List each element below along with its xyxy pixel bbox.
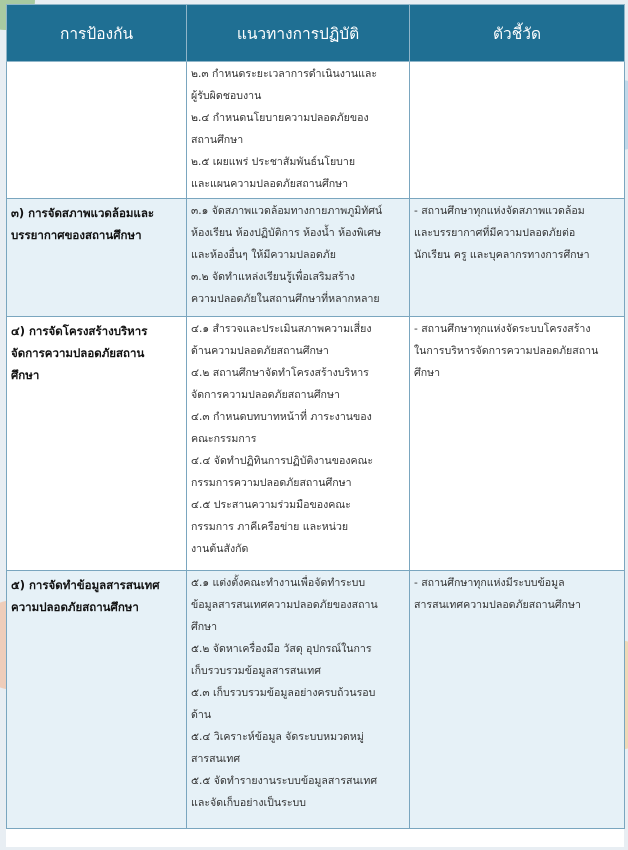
guideline-line: ข้อมูลสารสนเทศความปลอดภัยของสถาน bbox=[191, 599, 378, 611]
guideline-line: สารสนเทศ bbox=[191, 753, 241, 765]
topic-line: ๓) การจัดสภาพแวดล้อมและ bbox=[11, 206, 155, 220]
guideline-line: ๔.๑ สำรวจและประเมินสภาพความเสี่ยง bbox=[191, 323, 372, 335]
header-indicators: ตัวชี้วัด bbox=[410, 5, 625, 62]
header-guidelines: แนวทางการปฏิบัติ bbox=[187, 5, 410, 62]
guideline-line: ด้าน bbox=[191, 709, 212, 721]
guideline-line: ๒.๓ กำหนดระยะเวลาการดำเนินงานและ bbox=[191, 68, 378, 80]
table-row bbox=[7, 317, 625, 571]
guideline-line: ๔.๔ จัดทำปฏิทินการปฏิบัติงานของคณะ bbox=[191, 455, 374, 467]
guidelines-cell bbox=[187, 317, 410, 571]
indicator-line: - สถานศึกษาทุกแห่งมีระบบข้อมูล bbox=[414, 577, 565, 589]
guideline-line: ผู้รับผิดชอบงาน bbox=[191, 90, 262, 102]
indicators-cell bbox=[410, 571, 625, 829]
topic-cell bbox=[7, 317, 187, 571]
guideline-line: ๔.๕ ประสานความร่วมมือของคณะ bbox=[191, 499, 351, 511]
topic-cell bbox=[7, 571, 187, 829]
topic-line: บรรยากาศของสถานศึกษา bbox=[11, 228, 142, 242]
guideline-line: กรรมการความปลอดภัยสถานศึกษา bbox=[191, 477, 352, 489]
topic-line: ๔) การจัดโครงสร้างบริหาร bbox=[11, 324, 148, 338]
guideline-line: ๓.๑ จัดสภาพแวดล้อมทางกายภาพภูมิทัศน์ bbox=[191, 205, 383, 217]
topic-line: จัดการความปลอดภัยสถาน bbox=[11, 346, 145, 360]
guideline-line: ๔.๒ สถานศึกษาจัดทำโครงสร้างบริหาร bbox=[191, 367, 369, 379]
guideline-line: ๕.๕ จัดทำรายงานระบบข้อมูลสารสนเทศ bbox=[191, 775, 378, 787]
guideline-line: ด้านความปลอดภัยสถานศึกษา bbox=[191, 345, 329, 357]
indicator-line: ในการบริหารจัดการความปลอดภัยสถาน bbox=[414, 345, 599, 357]
topic-cell bbox=[7, 199, 187, 317]
document-page bbox=[6, 4, 624, 847]
guidelines-cell bbox=[187, 571, 410, 829]
indicator-line: สารสนเทศความปลอดภัยสถานศึกษา bbox=[414, 599, 581, 611]
table-header-row bbox=[7, 5, 625, 62]
guideline-line: ๕.๓ เก็บรวบรวมข้อมูลอย่างครบถ้วนรอบ bbox=[191, 687, 376, 699]
guideline-line: ๒.๔ กำหนดนโยบายความปลอดภัยของ bbox=[191, 112, 369, 124]
guideline-line: และแผนความปลอดภัยสถานศึกษา bbox=[191, 178, 349, 190]
guideline-line: ๕.๑ แต่งตั้งคณะทำงานเพื่อจัดทำระบบ bbox=[191, 577, 366, 589]
indicator-line: - สถานศึกษาทุกแห่งจัดระบบโครงสร้าง bbox=[414, 323, 591, 335]
indicators-cell bbox=[410, 199, 625, 317]
topic-cell bbox=[7, 62, 187, 199]
guideline-line: เก็บรวบรวมข้อมูลสารสนเทศ bbox=[191, 665, 321, 677]
guideline-line: และจัดเก็บอย่างเป็นระบบ bbox=[191, 797, 306, 809]
safety-measures-table bbox=[6, 4, 625, 829]
guidelines-cell bbox=[187, 62, 410, 199]
guideline-line: กรรมการ ภาคีเครือข่าย และหน่วย bbox=[191, 521, 349, 533]
guideline-line: ๕.๒ จัดหาเครื่องมือ วัสดุ อุปกรณ์ในการ bbox=[191, 643, 372, 655]
guideline-line: ความปลอดภัยในสถานศึกษาที่หลากหลาย bbox=[191, 293, 380, 305]
table-row bbox=[7, 62, 625, 199]
guideline-line: และห้องอื่นๆ ให้มีความปลอดภัย bbox=[191, 249, 336, 261]
table-row bbox=[7, 199, 625, 317]
topic-line: ๕) การจัดทำข้อมูลสารสนเทศ bbox=[11, 578, 160, 592]
topic-line: ศึกษา bbox=[11, 368, 40, 382]
guideline-line: ห้องเรียน ห้องปฏิบัติการ ห้องน้ำ ห้องพิเศษ bbox=[191, 227, 381, 239]
guideline-line: ศึกษา bbox=[191, 621, 218, 633]
header-prevention: การป้องกัน bbox=[7, 5, 187, 62]
guideline-line: ๔.๓ กำหนดบทบาทหน้าที่ ภาระงานของ bbox=[191, 411, 372, 423]
indicators-cell bbox=[410, 317, 625, 571]
indicator-line: และบรรยากาศที่มีความปลอดภัยต่อ bbox=[414, 227, 576, 239]
guideline-line: คณะกรรมการ bbox=[191, 433, 257, 445]
guidelines-cell bbox=[187, 199, 410, 317]
table-row bbox=[7, 571, 625, 829]
indicator-line: ศึกษา bbox=[414, 367, 441, 379]
indicators-cell bbox=[410, 62, 625, 199]
guideline-line: ๒.๕ เผยแพร่ ประชาสัมพันธ์นโยบาย bbox=[191, 156, 356, 168]
indicator-line: - สถานศึกษาทุกแห่งจัดสภาพแวดล้อม bbox=[414, 205, 585, 217]
indicator-line: นักเรียน ครู และบุคลากรทางการศึกษา bbox=[414, 249, 590, 261]
guideline-line: สถานศึกษา bbox=[191, 134, 244, 146]
guideline-line: ๕.๔ วิเคราะห์ข้อมูล จัดระบบหมวดหมู่ bbox=[191, 731, 364, 743]
topic-line: ความปลอดภัยสถานศึกษา bbox=[11, 600, 139, 614]
guideline-line: งานต้นสังกัด bbox=[191, 543, 249, 555]
guideline-line: ๓.๒ จัดทำแหล่งเรียนรู้เพื่อเสริมสร้าง bbox=[191, 271, 355, 283]
guideline-line: จัดการความปลอดภัยสถานศึกษา bbox=[191, 389, 340, 401]
